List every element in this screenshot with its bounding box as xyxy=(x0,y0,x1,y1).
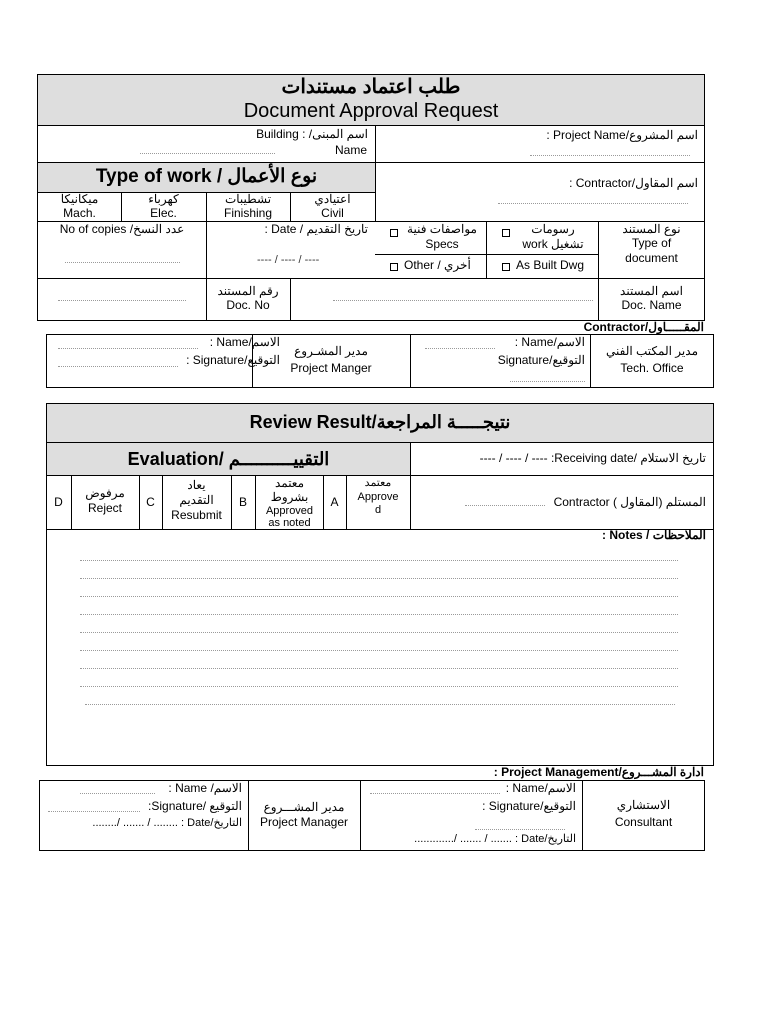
submit-date-label: تاريخ التقديم / Date : xyxy=(264,222,368,236)
evaluation-heading: Evaluation/ التقييــــــــــم xyxy=(127,449,330,469)
contractor-name-right: الاسم/Name : xyxy=(514,335,585,349)
review-heading: Review Result/نتيجـــــة المراجعة xyxy=(249,412,511,432)
grade-approved-noted-en-1: Approved xyxy=(265,505,314,517)
doc-type-as-built: As Built Dwg xyxy=(516,258,585,272)
grade-approved-noted-ar-2: بشروط xyxy=(270,490,309,504)
pm-date-right: التاريخ/Date : ....... / ....... /............. xyxy=(414,833,576,845)
doc-type-drawings-ar: رسومات xyxy=(531,222,575,236)
grade-resubmit-ar-2: التقديم xyxy=(179,493,214,507)
notes-area[interactable] xyxy=(47,545,713,765)
grade-b-letter: B xyxy=(238,495,247,509)
work-type-mech-ar: ميكانيكا xyxy=(60,192,99,206)
contractor-pm-en: Project Manger xyxy=(290,361,372,375)
pm-heading: ادارة المشـــروع/Project Management : xyxy=(493,765,704,779)
work-type-finishing-en: Finishing xyxy=(223,206,273,220)
grade-a-letter: A xyxy=(330,495,339,509)
doc-name-en: Doc. Name xyxy=(621,298,682,312)
receiving-date: تاريخ الاستلام /Receiving date: ---- / ---- / ---- xyxy=(479,451,706,465)
contractor-pm-ar: مدير المشـروع xyxy=(294,344,368,358)
pm-manager-ar: مدير المشـــروع xyxy=(263,800,345,814)
project-name-label: اسم المشروع/Project Name : xyxy=(546,128,698,142)
tech-office-en: Tech. Office xyxy=(620,361,684,375)
work-type-elec-en: Elec. xyxy=(150,206,177,220)
doc-type-other: أخري / Other xyxy=(404,258,471,272)
work-type-civil-en: Civil xyxy=(321,206,344,220)
pm-date-left: التاريخ/Date : ........ / ....... /........ xyxy=(92,817,242,829)
work-type-civil-ar: اعتيادي xyxy=(314,192,351,206)
work-type-finishing-ar: تشطيبات xyxy=(224,192,272,206)
checkbox-specs[interactable] xyxy=(390,229,398,237)
grade-approved-noted-ar-1: معتمد xyxy=(274,476,305,490)
grade-reject-ar: مرفوض xyxy=(85,486,125,500)
notes-label: الملاحظات / Notes : xyxy=(602,528,706,542)
contractor-name-left: الاسم/Name : xyxy=(209,335,280,349)
building-name-label: Name xyxy=(335,143,368,157)
grade-approved-noted-en-2: as noted xyxy=(268,517,311,528)
submit-date-value: ---- / ---- / ---- xyxy=(257,254,320,266)
contractor-signature-right: التوقيع/Signature xyxy=(497,353,585,367)
grade-resubmit-en: Resubmit xyxy=(171,508,222,522)
pm-manager-en: Project Manager xyxy=(259,815,349,829)
grade-c-letter: C xyxy=(146,495,155,509)
copies-label: عدد النسخ/ No of copies xyxy=(59,222,185,236)
contractor-name-label: اسم المقاول/Contractor : xyxy=(569,176,698,190)
grade-approved-en-2: d xyxy=(374,504,382,516)
checkbox-other[interactable] xyxy=(390,263,398,271)
title-arabic: طلب اعتماد مستندات xyxy=(281,76,461,98)
pm-name-right: الاسم/Name : xyxy=(505,781,576,795)
pm-name-left: الاسم/ Name : xyxy=(168,781,242,795)
doc-type-specs-ar: مواصفات فنية xyxy=(407,222,477,236)
doc-no-ar: رقم المستند xyxy=(217,284,279,298)
title-english: Document Approval Request xyxy=(243,100,499,122)
work-type-mech-en: Mach. xyxy=(63,206,96,220)
contractor-signature-left: التوقيع/Signature : xyxy=(186,353,280,367)
grade-d-letter: D xyxy=(54,495,63,509)
doc-type-drawings-en: تشغيل work xyxy=(522,237,584,251)
consultant-en: Consultant xyxy=(614,815,673,829)
consultant-ar: الاستشاري xyxy=(616,798,671,812)
building-label: اسم المبنى/ : Building xyxy=(256,127,368,141)
doc-no-en: Doc. No xyxy=(226,298,270,312)
grade-approved-en-1: Approve xyxy=(357,491,399,503)
recipient-label: المستلم (المقاول ) Contractor xyxy=(553,495,706,509)
pm-signature-right: التوقيع/Signature : xyxy=(482,799,576,813)
tech-office-ar: مدير المكتب الفني xyxy=(606,344,698,358)
type-of-work-heading: Type of work / نوع الأعمال xyxy=(95,166,318,187)
grade-reject-en: Reject xyxy=(87,501,122,515)
grade-approved-ar: معتمد xyxy=(364,477,392,489)
work-type-elec-ar: كهرباء xyxy=(148,192,179,206)
doc-type-label-en-1: Type of xyxy=(631,236,672,250)
checkbox-as-built[interactable] xyxy=(502,263,510,271)
grade-resubmit-ar-1: يعاد xyxy=(187,478,206,492)
pm-signature-left: التوقيع /Signature: xyxy=(148,799,242,813)
doc-name-ar: اسم المستند xyxy=(620,284,683,298)
contractor-heading: المقـــــاول/Contractor xyxy=(583,320,704,334)
doc-type-label-en-2: document xyxy=(625,251,678,265)
doc-type-specs-en: Specs xyxy=(425,237,459,251)
doc-type-label-ar: نوع المستند xyxy=(622,222,681,236)
